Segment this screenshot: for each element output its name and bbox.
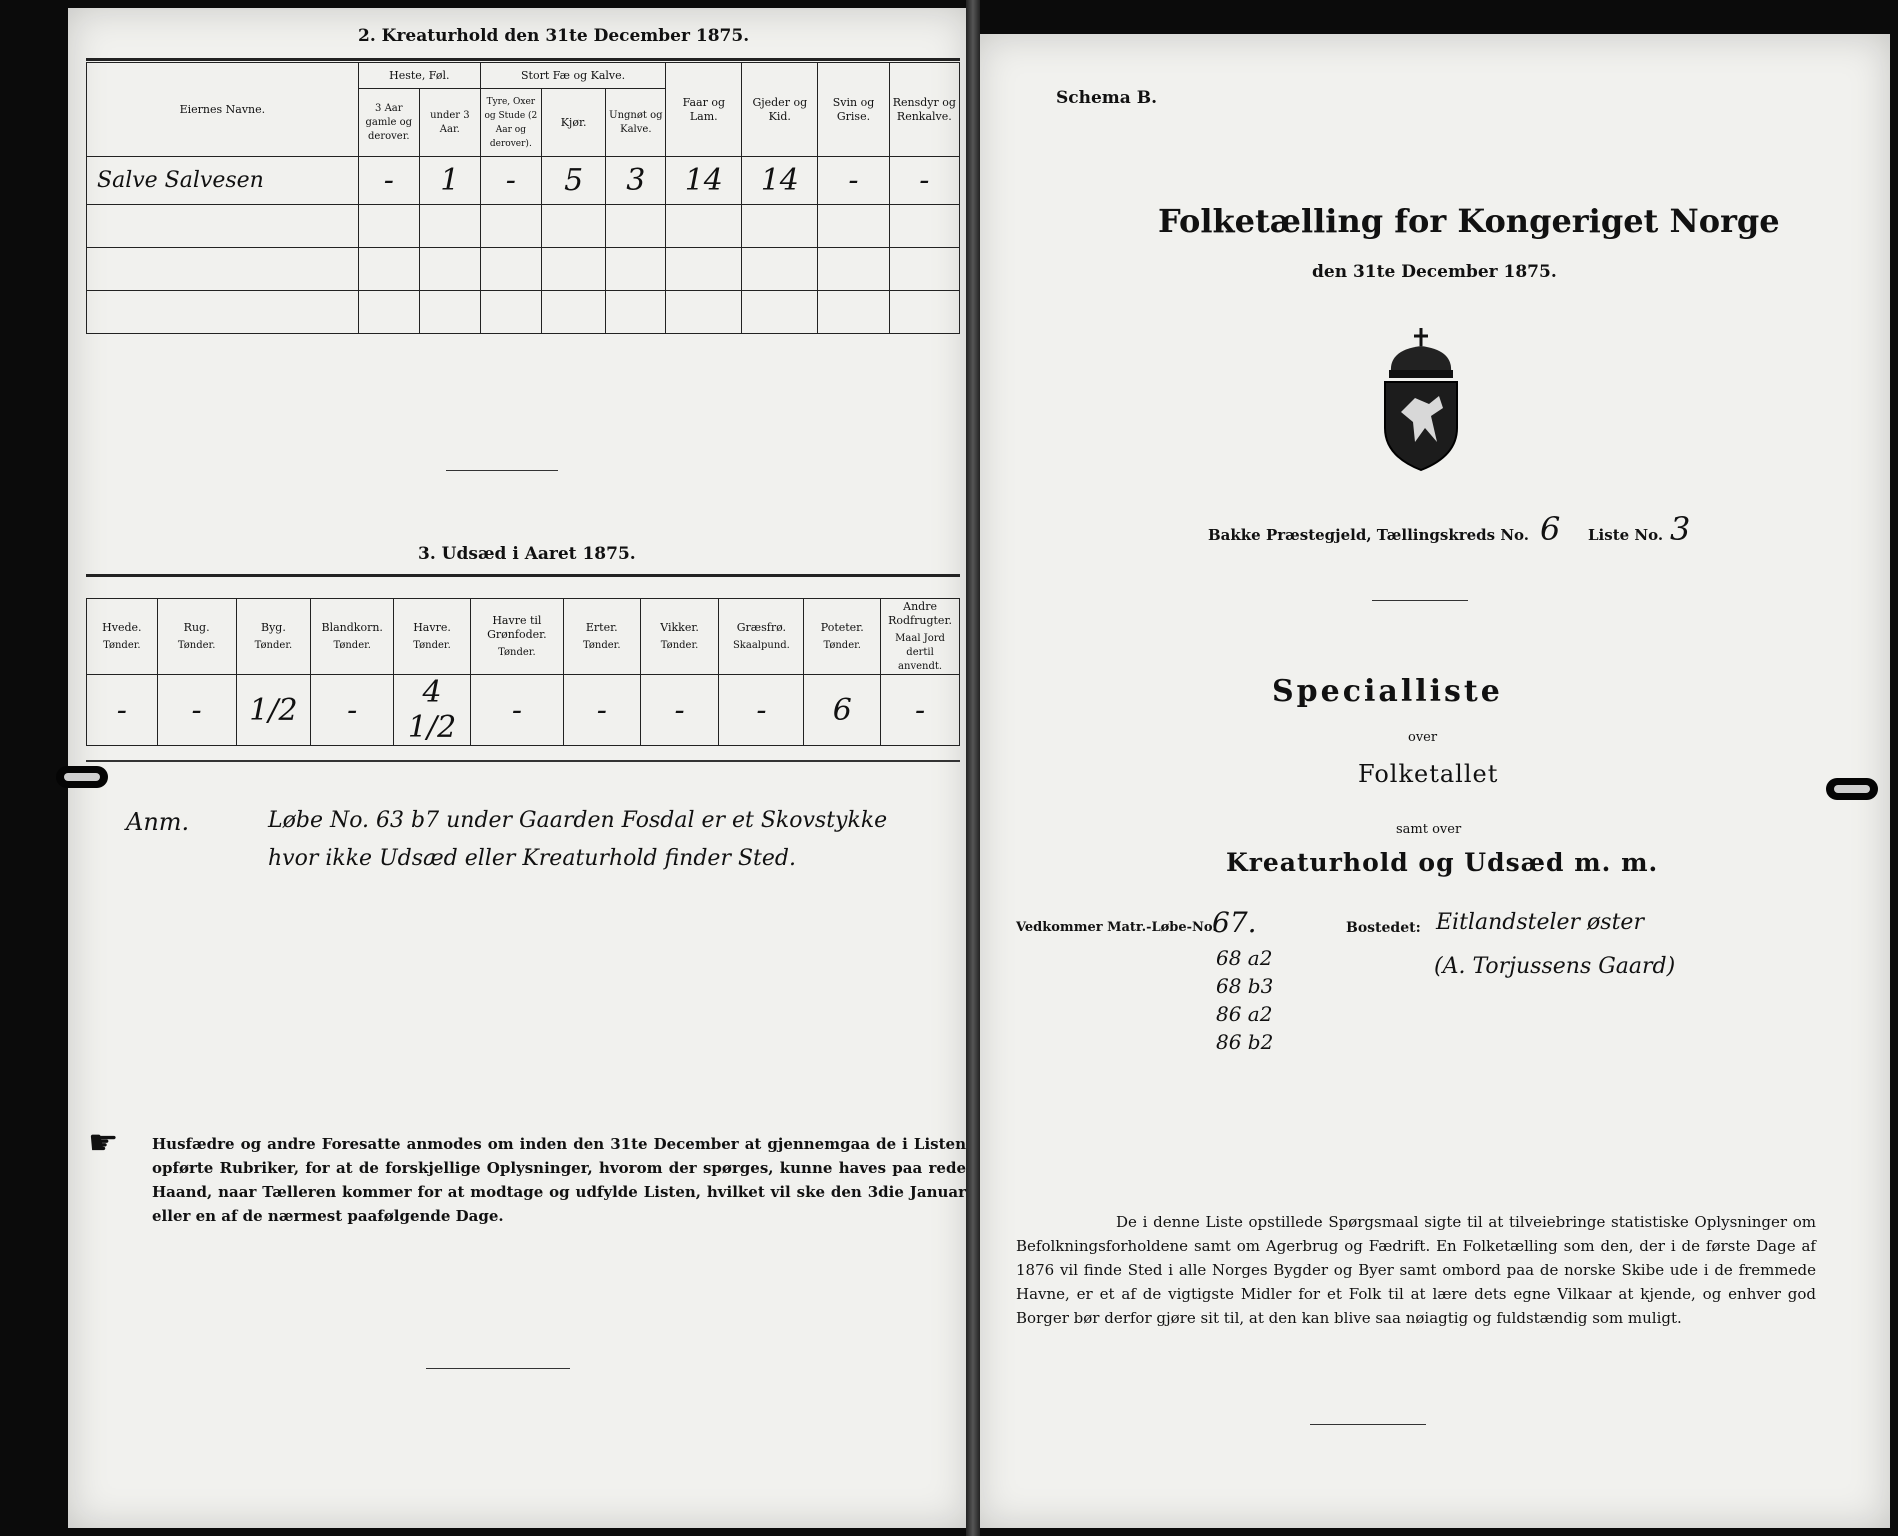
kreaturhold-line: Kreaturhold og Udsæd m. m. — [1226, 848, 1659, 877]
seed-header-unit: Tønder. — [582, 639, 621, 651]
schema-label: Schema B. — [1056, 88, 1158, 108]
seed-value-cell: - — [563, 675, 640, 746]
seed-header-2 — [236, 599, 311, 675]
seed-header-name: Havre. — [413, 620, 451, 634]
header-sheep: Faar og Lam. — [666, 63, 742, 157]
seed-header-name: Vikker. — [660, 620, 699, 634]
seed-value-row — [87, 675, 960, 746]
seed-value-cell: 6 — [804, 675, 881, 746]
horses-3plus-cell: - — [358, 157, 419, 205]
matr-number-3: 86 a2 — [1216, 1002, 1273, 1026]
seed-header-7 — [640, 599, 719, 675]
table-row — [87, 291, 960, 334]
seed-value-cell: - — [157, 675, 236, 746]
livestock-table — [86, 62, 960, 334]
matr-number-1: 68 a2 — [1216, 946, 1273, 970]
seed-header-0 — [87, 599, 158, 675]
section2-title: 2. Kreaturhold den 31te December 1875. — [358, 26, 750, 46]
seed-table — [86, 598, 960, 746]
seed-header-name: Poteter. — [820, 620, 864, 634]
specialliste-heading: Specialliste — [1272, 674, 1503, 709]
seed-table-bottom-rule — [86, 760, 960, 762]
bostedet-line-1: Eitlandsteler øster — [1436, 910, 1644, 935]
note-line-1: Løbe No. 63 b7 under Gaarden Fosdal er et Skovstykke — [268, 808, 888, 833]
liste-label: Liste No. — [1588, 526, 1664, 544]
pigs-cell: - — [818, 157, 889, 205]
seed-value-cell: 1/2 — [236, 675, 311, 746]
bostedet-line-2: (A. Torjussens Gaard) — [1434, 954, 1676, 979]
reindeer-cell: - — [889, 157, 959, 205]
signature-rule — [426, 1368, 570, 1369]
header-pigs: Svin og Grise. — [818, 63, 889, 157]
matr-number-0: 67. — [1212, 906, 1257, 939]
seed-header-name: Hvede. — [102, 620, 142, 634]
book-spine — [966, 0, 980, 1536]
coat-of-arms-icon — [1371, 324, 1471, 474]
seed-header-row — [87, 599, 960, 675]
samt-over-label: samt over — [1396, 822, 1462, 837]
right-page — [976, 34, 1890, 1528]
seed-header-unit: Tønder. — [254, 639, 293, 651]
seed-header-5 — [470, 599, 563, 675]
prestegjeld-label: Bakke Præstegjeld, Tællingskreds No. — [1208, 526, 1529, 544]
seed-header-6 — [563, 599, 640, 675]
seed-header-unit: Maal Jord dertil anvendt. — [895, 632, 945, 672]
seed-header-unit: Tønder. — [498, 646, 536, 658]
header-horses-under3: under 3 Aar. — [419, 89, 480, 157]
seed-value-cell: - — [640, 675, 719, 746]
seed-header-unit: Skaalpund. — [732, 639, 790, 651]
header-cows: Kjør. — [541, 89, 605, 157]
instructions-text: Husfædre og andre Foresatte anmodes om inden den 31te December at gjennemgaa de i Listen opførte Rubriker, for at de forskjellige Oplysninger, hvorom der spørges, kunne haves paa rede Haand, naar Tælleren kommer for at modtage og udfylde Listen, hvilket vil ske den 3die Januar eller en af de nærmest paafølgende Dage. — [152, 1135, 966, 1225]
matr-number-4: 86 b2 — [1216, 1030, 1274, 1054]
cows-cell: 5 — [541, 157, 605, 205]
liste-number: 3 — [1670, 510, 1691, 548]
seed-header-name: Andre Rodfrugter. — [888, 599, 952, 627]
left-binder-clip-icon — [56, 766, 108, 788]
seed-header-name: Rug. — [183, 620, 210, 634]
header-horses-3plus: 3 Aar gamle og derover. — [358, 89, 419, 157]
header-owner-name: Eiernes Navne. — [87, 63, 359, 157]
header-bulls: Tyre, Oxer og Stude (2 Aar og derover). — [480, 89, 541, 157]
sheep-cell: 14 — [666, 157, 742, 205]
seed-value-cell: - — [87, 675, 158, 746]
matr-label: Vedkommer Matr.-Løbe-No. — [1016, 920, 1217, 935]
short-rule-1 — [1372, 600, 1468, 601]
seed-value-cell: - — [719, 675, 804, 746]
seed-header-unit: Tønder. — [823, 639, 861, 651]
seed-header-10 — [881, 599, 960, 675]
note-line-2: hvor ikke Udsæd eller Kreaturhold finder Sted. — [268, 846, 796, 871]
kreds-number: 6 — [1540, 510, 1561, 548]
header-cattle: Stort Fæ og Kalve. — [480, 63, 665, 89]
header-horses: Heste, Føl. — [358, 63, 480, 89]
right-binder-clip-icon — [1826, 778, 1878, 800]
seed-header-4 — [394, 599, 471, 675]
matr-number-2: 68 b3 — [1216, 974, 1274, 998]
seed-value-cell: 4 1/2 — [394, 675, 471, 746]
header-young-calves: Ungnøt og Kalve. — [606, 89, 666, 157]
section3-top-rule — [86, 574, 960, 577]
left-page — [68, 8, 970, 1528]
note-label: Anm. — [126, 808, 190, 836]
seed-header-unit: Tønder. — [177, 639, 216, 651]
seed-header-unit: Tønder. — [413, 639, 451, 651]
document-title: Folketælling for Kongeriget Norge — [1158, 202, 1780, 240]
owner-name-cell: Salve Salvesen — [87, 157, 359, 205]
bulls-cell: - — [480, 157, 541, 205]
seed-header-name: Havre til Grønfoder. — [487, 613, 547, 641]
seed-header-unit: Tønder. — [660, 639, 699, 651]
seed-header-name: Blandkorn. — [321, 620, 383, 634]
header-goats: Gjeder og Kid. — [742, 63, 818, 157]
seed-value-cell: - — [311, 675, 394, 746]
explanatory-paragraph: De i denne Liste opstillede Spørgsmaal sigte til at tilveiebringe statistiske Oplysninger om Befolkningsforholdene samt om Agerbrug og Fædrift. En Folketælling som den, der i de første Dage af 1876 vil finde Sted i alle Norges Bygder og Byer samt ombord paa de norske Skibe ude i de fremmede Havne, er et af de vigtigste Midler for et Folk til at lære dets egne Vilkaar at kjende, og enhver god Borger bør derfor gjøre sit til, at den kan blive saa nøiagtig og fuldstændig som muligt. — [1016, 1213, 1816, 1327]
horses-under3-cell: 1 — [419, 157, 480, 205]
seed-value-cell: - — [881, 675, 960, 746]
short-rule-2 — [1310, 1424, 1426, 1425]
seed-header-name: Byg. — [260, 620, 286, 634]
bostedet-label: Bostedet: — [1346, 920, 1421, 936]
seed-header-unit: Tønder. — [103, 639, 141, 651]
seed-header-unit: Tønder. — [333, 639, 371, 651]
seed-header-3 — [311, 599, 394, 675]
over-label: over — [1408, 730, 1438, 745]
folketallet-label: Folketallet — [1358, 760, 1499, 788]
seed-header-name: Græsfrø. — [736, 620, 787, 634]
young-calves-cell: 3 — [606, 157, 666, 205]
section3-title: 3. Udsæd i Aaret 1875. — [418, 544, 636, 564]
table-row — [87, 157, 960, 205]
seed-header-name: Erter. — [585, 620, 618, 634]
table-row — [87, 248, 960, 291]
seed-header-9 — [804, 599, 881, 675]
section2-top-rule — [86, 58, 960, 61]
seed-header-8 — [719, 599, 804, 675]
seed-header-1 — [157, 599, 236, 675]
seed-value-cell: - — [470, 675, 563, 746]
separator-rule — [446, 470, 558, 471]
header-reindeer: Rensdyr og Renkalve. — [889, 63, 959, 157]
goats-cell: 14 — [742, 157, 818, 205]
document-date: den 31te December 1875. — [1312, 262, 1557, 282]
pointing-hand-icon: ☛ — [88, 1123, 119, 1163]
table-row — [87, 205, 960, 248]
